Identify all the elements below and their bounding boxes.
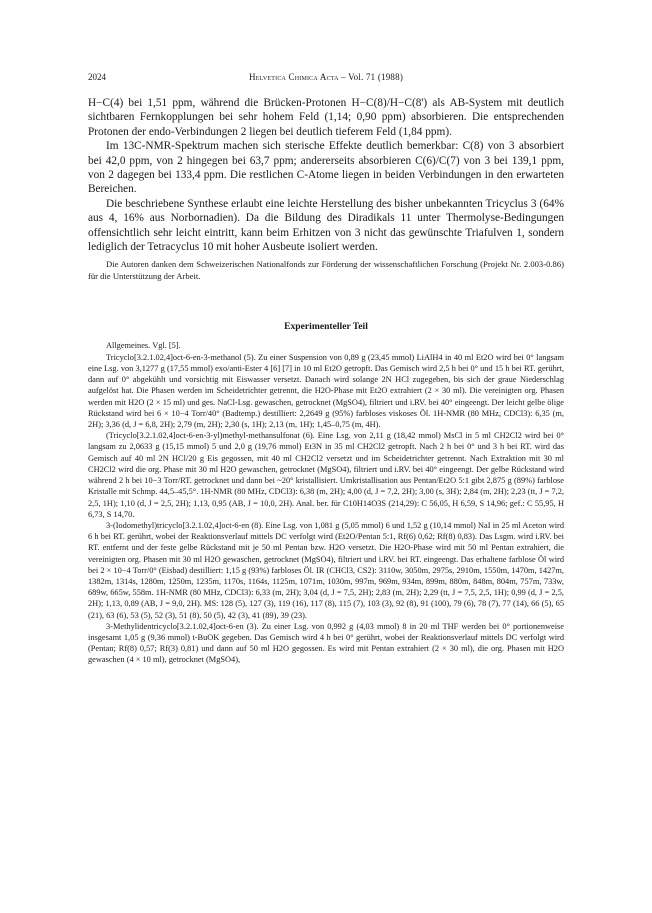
journal-reference — [88, 72, 564, 82]
experimental-general: Allgemeines. Vgl. [5]. — [106, 340, 181, 350]
experimental-compound-8: 3-(Iodomethyl)tricyclo[3.2.1.02,4]oct-6-en (8). Eine Lsg. von 1,081 g (5,05 mmol) 6 und 1,52 g (10,14 mmol) NaI in 25 ml Aceton wird 6 h bei RT. gerührt, wobei der Reaktionsverlauf mittels DC verfolgt wird (Et2O/Pentan 5:1, Rf(6) 0,62; Rf(8) 0,83). Das Lsgm. wird i.RV. bei RT. entfernt und der feste gelbe Rückstand mit je 50 ml Pentan bzw. H2O versetzt. Die H2O-Phase wird mit 50 ml Pentan extrahiert, die vereinigten org. Phasen mit 30 ml H2O gewaschen, getrocknet (MgSO4), filtriert und i.RV. bei RT. eingeengt. Das erhaltene farblose Öl wird bei 2 × 10−4 Torr/0° (Eisbad) destilliert: 1,15 g (93%) farbloses Öl. IR (CHCl3, CS2): 3110w, 3050m, 2975s, 2910m, 1550m, 1470m, 1427m, 1382m, 1314s, 1280m, 1250m, 1235m, 1170s, 1164s, 1125m, 1071m, 1030m, 997m, 969m, 934m, 899m, 880m, 848m, 804m, 757m, 733w, 689w, 665w, 558m. 1H-NMR (80 MHz, CDCl3): 6,33 (m, 2H); 3,04 (d, J = 7,5, 2H); 2,83 (m, 2H); 2,29 (tt, J = 7,5, 2,5, 1H); 0,99 (d, J = 2,5, 2H); 1,13, 0,89 (AB, J = 9,0, 2H). MS: 128 (5), 127 (3), 119 (16), 117 (8), 115 (7), 103 (3), 92 (8), 91 (100), 79 (6), 78 (7), 77 (14), 66 (5), 65 (21), 63 (6), 53 (5), 52 (3), 51 (8), 50 (5), 42 (3), 41 (89), 39 (23). — [88, 520, 564, 620]
experimental-compound-3: 3-Methylidentricyclo[3.2.1.02,4]oct-6-en (3). Zu einer Lsg. von 0,992 g (4,03 mmol) 8 in 20 ml THF werden bei 0° portionenweise insgesamt 1,05 g (9,36 mmol) t-BuOK gegeben. Das Gemisch wird 4 h bei 0° gerührt, wobei der Reaktionsverlauf mittels DC verfolgt wird (Pentan; Rf(8) 0,57; Rf(3) 0,81) und dann auf 50 ml H2O gegossen. Es wird mit Pentan extrahiert (2 × 30 ml), die org. Phasen mit H2O gewaschen (4 × 10 ml), getrocknet (MgSO4), — [88, 621, 564, 665]
paragraph-nmr-protons: H−C(4) bei 1,51 ppm, während die Brücken-Protonen H−C(8)/H−C(8') als AB-System mit deutlich sichtbaren Fernkopplungen bei sehr hohem Feld (1,14; 0,90 ppm) absorbieren. Die entsprechenden Protonen der endo-Verbindungen 2 liegen bei deutlich tieferem Feld (1,84 ppm). — [88, 97, 564, 138]
page-number: 2024 — [88, 72, 106, 82]
journal-volume: – Vol. 71 (1988) — [341, 72, 404, 82]
experimental-compound-5: Tricyclo[3.2.1.02,4]oct-6-en-3-methanol (5). Zu einer Suspension von 0,89 g (23,45 mmol) LiAlH4 in 40 ml Et2O wird bei 0° langsam eine Lsg. von 3,1277 g (17,55 mmol) exo/anti-Ester 4 [6] [7] in 10 ml Et2O getropft. Das Gemisch wird 2,5 h bei 0° und 15 h bei RT. gerührt, dann auf 0° abgekühlt und vorsichtig mit Eiswasser versetzt. Danach wird solange 2N HCl zugegeben, bis sich der graue Niederschlag aufgelöst hat. Die Phasen werden im Scheidetrichter getrennt, die H2O-Phase mit Et2O extrahiert (2 × 30 ml). Die vereinigten org. Phasen werden mit H2O (2 × 15 ml) und ges. NaCl-Lsg. gewaschen, getrocknet (MgSO4), filtriert und i.RV. bei 40° eingeengt. Der leicht gelbe ölige Rückstand wird bei 6 × 10−4 Torr/40° (Badtemp.) destilliert: 2,2649 g (95%) farbloses viskoses Öl. 1H-NMR (80 MHz, CDCl3): 6,35 (m, 2H); 3,36 (d, J = 6,8, 2H); 2,79 (m, 2H); 2,30 (s, 1H); 2,13 (m, 1H); 1,45–0,75 (m, 4H). — [88, 352, 564, 430]
paragraph-13c-nmr: Im 13C-NMR-Spektrum machen sich sterische Effekte deutlich bemerkbar: C(8) von 3 absorbiert bei 42,0 ppm, von 2 hingegen bei 63,7 ppm; andererseits absorbieren C(6)/C(7) von 3 bei 139,1 ppm, von 2 dagegen bei 133,4 ppm. Die restlichen C-Atome liegen in beiden Verbindungen in den erwarteten Bereichen. — [88, 140, 564, 196]
section-title: Experimenteller Teil — [284, 320, 368, 332]
paragraph-synthesis-summary: Die beschriebene Synthese erlaubt eine leichte Herstellung des bisher unbekannten Tricyclus 3 (64% aus 4, 16% aus Norbornadien). Da die Bildung des Diradikals 11 unter Thermolyse-Bedingungen offensichtlich sehr leicht eintritt, kann beim Erhitzen von 3 nicht das gewünschte Triafulven 1, sondern lediglich der Tetracyclus 10 mit hoher Ausbeute isoliert werden. — [88, 197, 564, 254]
experimental-compound-6: (Tricyclo[3.2.1.02,4]oct-6-en-3-yl)methyl-methansulfonat (6). Eine Lsg. von 2,11 g (18,42 mmol) MsCl in 5 ml CH2Cl2 wird bei 0° langsam zu 2,0633 g (15,15 mmol) 5 und 2,0 g (19,76 mmol) Et3N in 35 ml CH2Cl2 getropft. Nach 2 h bei 0° und 3 h bei RT. wird das Gemisch auf 40 ml 2N HCl/20 g Eis gegossen, mit 40 ml CH2Cl2 versetzt und im Scheidetrichter getrennt. Nach Extraktion mit 30 ml CH2Cl2 wird die org. Phase mit 30 ml H2O gewaschen, getrocknet (MgSO4), filtriert und i.RV. bei 40° eingeengt. Der gelbe Rückstand wird während 2 h bei 10−3 Torr/RT. getrocknet und dann bei ~20° kristallisiert. Umkristallisation aus Pentan/Et2O 5:1 gibt 2,875 g (89%) farblose Kristalle mit Schmp. 44,5–45,5°. 1H-NMR (80 MHz, CDCl3): 6,38 (m, 2H); 4,00 (d, J = 7,2, 2H); 3,00 (s, 3H); 2,84 (m, 2H); 2,23 (tt, J = 7,2, 2,5, 1H); 1,10 (d, J = 2,5, 2H); 1,13, 0,95 (AB, J = 10,0, 2H). Anal. ber. für C10H14O3S (214,29): C 56,05, H 6,59, S 14,96; gef.: C 55,95, H 6,73, S 14,70. — [88, 431, 564, 519]
page-body — [88, 96, 564, 666]
journal-name: Helvetica Chimica Acta — [248, 72, 339, 82]
acknowledgement: Die Autoren danken dem Schweizerischen Nationalfonds zur Förderung der wissenschaftlichen Forschung (Projekt Nr. 2.003-0.86) für die Unterstützung der Arbeit. — [88, 259, 564, 282]
running-header — [88, 72, 564, 86]
